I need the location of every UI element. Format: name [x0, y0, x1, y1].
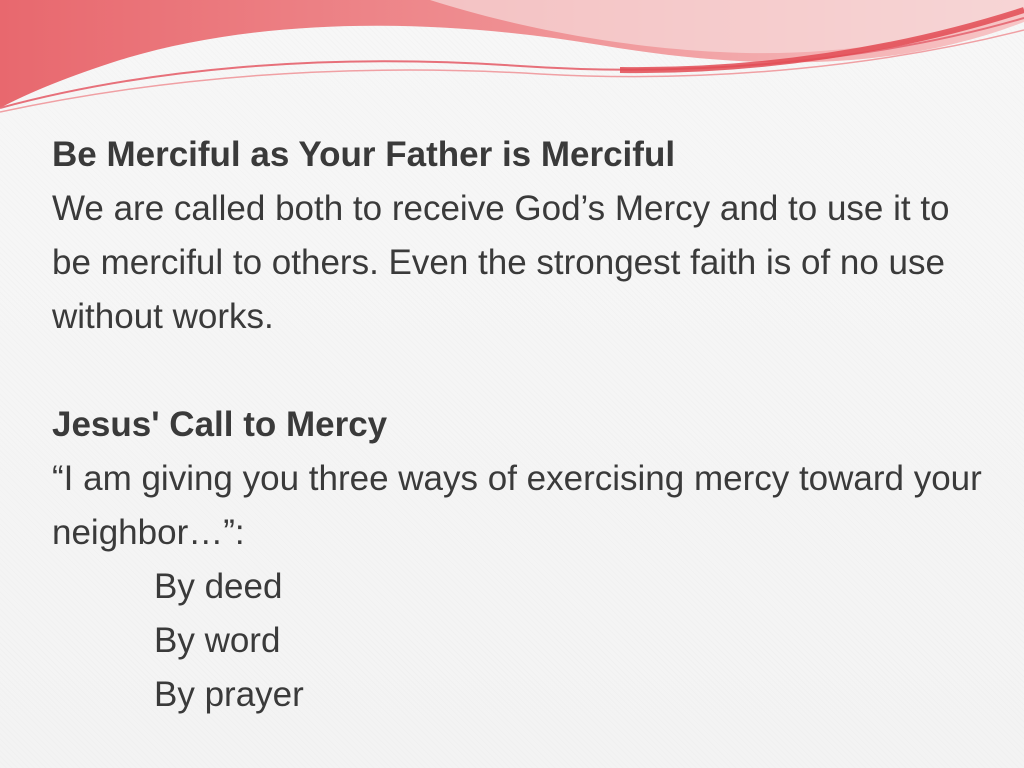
section2-heading: Jesus' Call to Mercy — [52, 405, 388, 444]
section-spacer — [52, 344, 992, 398]
section1-heading: Be Merciful as Your Father is Merciful — [52, 135, 676, 174]
slide-content — [52, 128, 992, 722]
section2-quote: “I am giving you three ways of exercising mercy toward your neighbor…”: — [52, 459, 982, 552]
list-item-deed: By deed — [154, 567, 283, 606]
list-item-prayer: By prayer — [154, 675, 304, 714]
section1-body: We are called both to receive God’s Mercy and to use it to be merciful to others. Even the strongest faith is of no use without works. — [52, 189, 950, 336]
header-swoosh-decoration — [0, 0, 1024, 120]
list-item-word: By word — [154, 621, 281, 660]
